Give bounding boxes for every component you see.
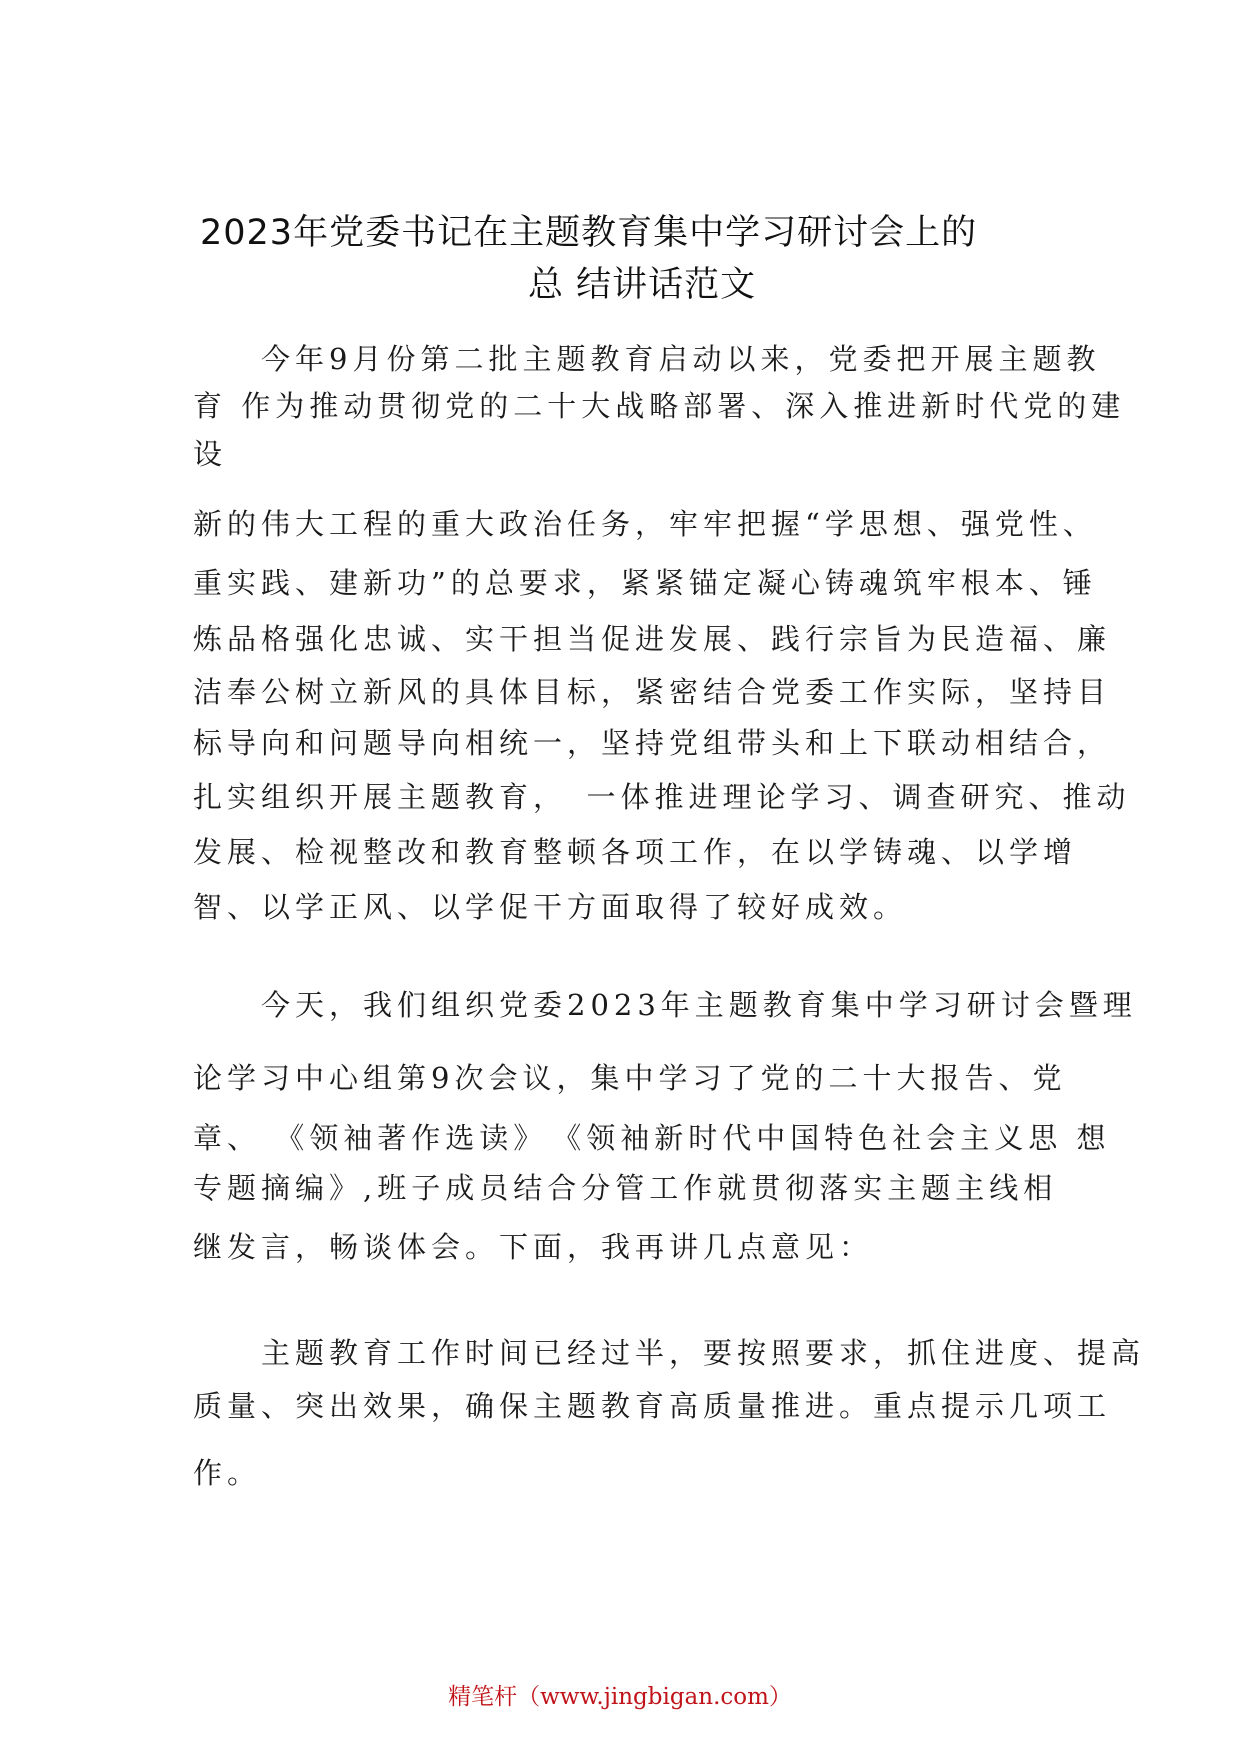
- body-line: 今年9月份第二批主题教育启动以来，党委把开展主题教: [193, 342, 1101, 376]
- body-line: 继发言，畅谈体会。下面，我再讲几点意见：: [193, 1230, 874, 1264]
- body-line: 新的伟大工程的重大政治任务，牢牢把握“学思想、强党性、: [193, 507, 1097, 541]
- body-line: 作。: [193, 1456, 262, 1490]
- body-line: 质量、突出效果，确保主题教育高质量推进。重点提示几项工: [193, 1389, 1112, 1423]
- body-line: 重实践、建新功”的总要求，紧紧锚定凝心铸魂筑牢根本、锤: [193, 566, 1097, 600]
- body-line: 洁奉公树立新风的具体目标，紧密结合党委工作实际，坚持目: [193, 675, 1112, 709]
- document-title-line-1: 2023年党委书记在主题教育集中学习研讨会上的: [200, 213, 978, 253]
- body-line: 扎实组织开展主题教育， 一体推进理论学习、调查研究、推动: [193, 780, 1131, 814]
- body-line: 论学习中心组第9次会议，集中学习了党的二十大报告、党: [193, 1061, 1067, 1095]
- body-line: 专题摘编》,班子成员结合分管工作就贯彻落实主题主线相: [193, 1171, 1058, 1205]
- body-line: 今天，我们组织党委2023年主题教育集中学习研讨会暨理: [193, 988, 1137, 1022]
- document-title-line-2: 总 结讲话范文: [528, 265, 757, 305]
- body-line: 发展、检视整改和教育整顿各项工作，在以学铸魂、以学增: [193, 835, 1078, 869]
- footer-watermark: 精笔杆（www.jingbigan.com）: [448, 1684, 792, 1710]
- body-line: 主题教育工作时间已经过半，要按照要求，抓住进度、提高: [193, 1336, 1146, 1370]
- body-line: 章、 《领袖著作选读》 《领袖新时代中国特色社会主义思 想: [193, 1121, 1111, 1155]
- body-line: 设: [193, 437, 228, 471]
- body-line: 智、以学正风、以学促干方面取得了较好成效。: [193, 890, 908, 924]
- body-line: 标导向和问题导向相统一，坚持党组带头和上下联动相结合，: [193, 726, 1112, 760]
- body-line: 炼品格强化忠诚、实干担当促进发展、践行宗旨为民造福、廉: [193, 622, 1112, 656]
- body-line: 育 作为推动贯彻党的二十大战略部署、深入推进新时代党的建: [193, 389, 1126, 423]
